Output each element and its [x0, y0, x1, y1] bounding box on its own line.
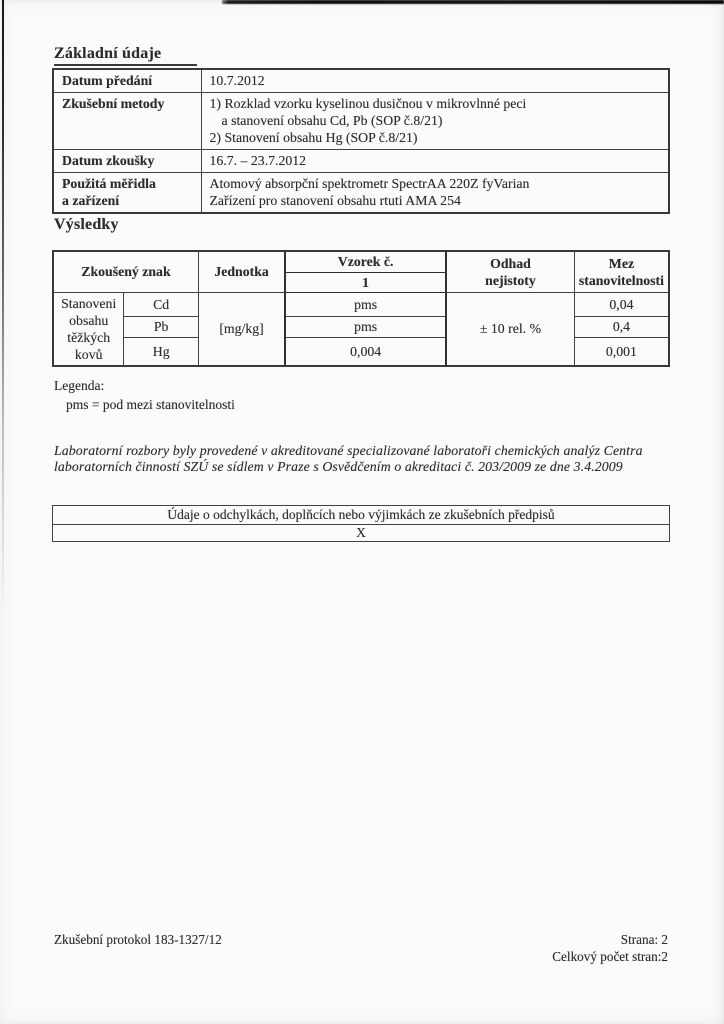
header-sample-no: Vzorek č. — [285, 251, 446, 272]
footer-total-pages: Celkový počet stran:2 — [552, 948, 668, 964]
row-value — [201, 150, 669, 173]
header-limit-line: Mez — [608, 255, 635, 271]
section-title-results: Výsledky — [54, 216, 119, 233]
scan-artifact-left-edge — [2, 0, 4, 615]
limit-cell: 0,001 — [574, 337, 669, 366]
results-row-cd — [53, 292, 669, 316]
row-label-text: Datum zkoušky — [62, 153, 155, 168]
legend — [54, 376, 235, 414]
row-value-text: Zařízení pro stanovení obsahu rtuti AMA 254 — [209, 193, 461, 208]
row-label — [53, 173, 201, 214]
deviations-value-row — [53, 525, 670, 542]
accreditation-note — [54, 443, 674, 474]
deviations-header-row — [53, 506, 670, 525]
table-row — [53, 150, 669, 173]
header-uncertainty — [446, 251, 574, 292]
analyte-cell: Cd — [124, 292, 199, 316]
row-value-text: 10.7.2012 — [209, 73, 265, 88]
footer-page-number: Strana: 2 — [620, 932, 668, 947]
row-value-text: 1) Rozklad vzorku kyselinou dusičnou v mikrovlnné peci — [209, 96, 527, 111]
row-value-text: 2) Stanovení obsahu Hg (SOP č.8/21) — [209, 130, 418, 145]
header-uncertainty-line: nejistoty — [485, 272, 536, 288]
header-limit-line: stanovitelnosti — [578, 272, 664, 288]
header-unit: Jednotka — [198, 251, 285, 292]
results-row-pb — [53, 316, 669, 337]
sample-value-cell: pms — [285, 292, 446, 316]
sample-value-cell: 0,004 — [285, 337, 446, 366]
row-label — [53, 150, 201, 173]
row-label — [53, 93, 201, 150]
row-label-text: Datum předání — [62, 73, 153, 88]
table-row — [53, 69, 669, 93]
basic-info-table — [52, 68, 670, 214]
unit-cell: [mg/kg] — [198, 292, 285, 366]
accreditation-line: Laboratorní rozbory byly provedené v akreditované specializované laboratoři chemických analýz Centra — [54, 443, 643, 458]
row-value-text: 16.7. – 23.7.2012 — [209, 153, 307, 168]
row-value — [201, 93, 669, 150]
footer-page-info — [552, 932, 668, 965]
accreditation-line: laboratorních činností SZÚ se sídlem v Praze s Osvědčením o akreditaci č. 203/2009 ze dne 3.4.2009 — [54, 458, 623, 474]
section-title-basic-info: Základní údaje — [54, 45, 197, 66]
header-determination-limit — [574, 251, 669, 292]
group-label-line: kovů — [74, 346, 103, 362]
row-value — [201, 69, 669, 93]
limit-cell: 0,4 — [574, 316, 669, 337]
header-sample-number-value: 1 — [285, 272, 446, 292]
table-row — [53, 93, 669, 150]
analyte-cell: Pb — [124, 316, 199, 337]
sample-value-cell: pms — [285, 316, 446, 337]
table-row — [53, 173, 669, 214]
group-label-line: Stanoveni — [61, 295, 117, 311]
group-label-line: těžkých — [67, 329, 111, 345]
deviations-value: X — [53, 525, 670, 542]
results-header-row — [53, 251, 669, 272]
group-label-line: obsahu — [69, 312, 109, 328]
header-uncertainty-line: Odhad — [490, 255, 531, 271]
analyte-cell: Hg — [124, 337, 199, 366]
limit-cell: 0,04 — [574, 292, 669, 316]
row-label-text: Zkušební metody — [62, 96, 165, 111]
group-label-cell — [53, 292, 124, 366]
results-row-hg — [53, 337, 669, 366]
row-label-text: Použitá měřidla — [62, 176, 156, 191]
deviations-table — [52, 505, 670, 542]
deviations-header: Údaje o odchylkách, doplňcích nebo výjimkách ze zkušebních předpisů — [53, 506, 670, 525]
row-value-text: a stanovení obsahu Cd, Pb (SOP č.8/21) — [221, 113, 443, 128]
legend-entry-pms: pms = pod mezi stanovitelnosti — [66, 397, 235, 412]
row-value-text: Atomový absorpční spektrometr SpectrAA 220Z fyVarian — [209, 176, 530, 191]
row-label — [53, 69, 201, 93]
header-tested-characteristic: Zkoušený znak — [53, 251, 198, 292]
legend-title: Legenda: — [54, 378, 105, 393]
footer-protocol-number: Zkušební protokol 183-1327/12 — [54, 932, 222, 947]
uncertainty-cell: ± 10 rel. % — [446, 292, 574, 366]
results-table — [52, 250, 670, 367]
scan-artifact-top-edge — [222, 0, 724, 4]
row-value — [201, 173, 669, 214]
row-label-text: a zařízení — [62, 193, 120, 208]
